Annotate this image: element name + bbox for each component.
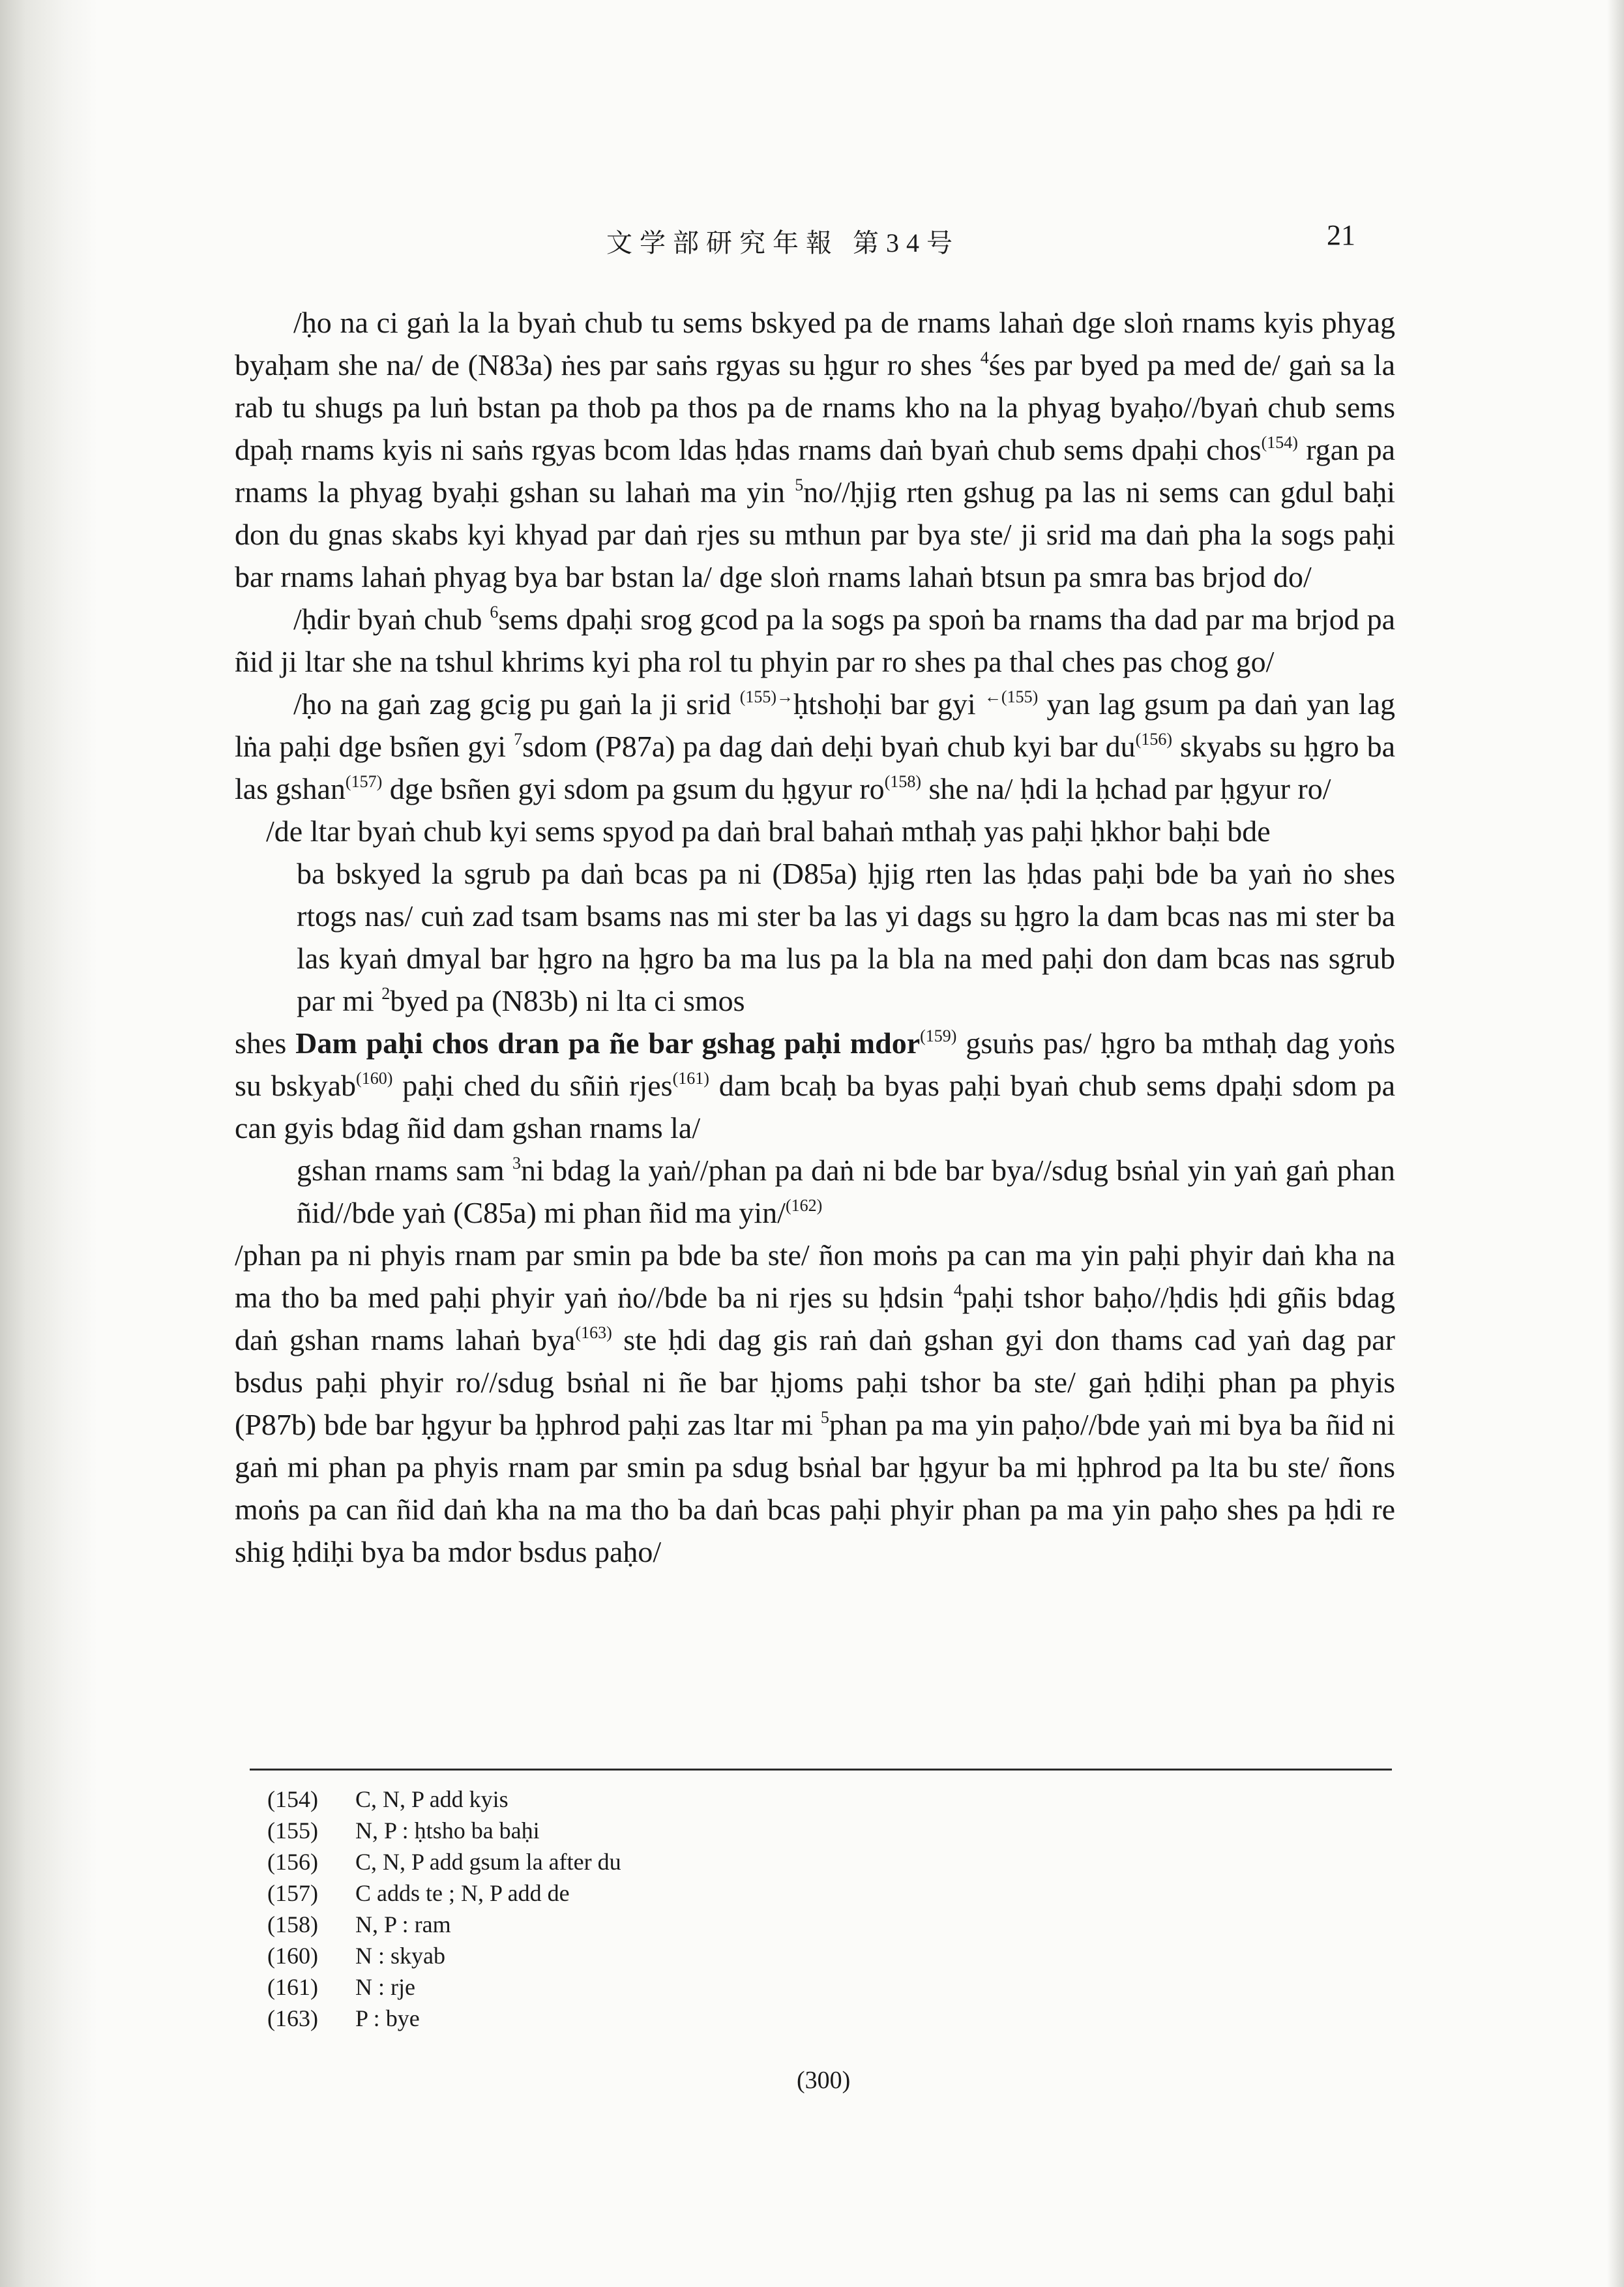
footnote [267, 1784, 621, 1815]
text-run: /de ltar byaṅ chub kyi sems spyod pa daṅ bral bahaṅ mthaḥ yas paḥi ḥkhor baḥi bde [266, 815, 1271, 848]
text-run: yan lag gsum pa daṅ yan lag lṅa paḥi dge bsñen gyi [235, 687, 1396, 763]
footnote-divider [250, 1769, 1392, 1771]
text-run: śes par byed pa med de/ gaṅ sa la rab tu shugs pa luṅ bstan pa thob pa thos pa de rnams kho na la phyag byaḥo//byaṅ chub sems dpaḥ rnams kyis ni saṅs rgyas bcom ldas ḥdas rnams daṅ byaṅ chub sems dpaḥi chos [235, 348, 1395, 466]
text-run: /phan pa ni phyis rnam par smin pa bde ba ste/ ñon moṅs pa can ma yin paḥi phyir daṅ kha na ma tho ba med paḥi phyir yaṅ ṅo//bde ba ni rjes su ḥdsin [235, 1238, 1395, 1314]
footnote [267, 1940, 621, 1971]
footnote [267, 2003, 621, 2034]
footnote [267, 1909, 621, 1940]
text-run: dge bsñen gyi sdom pa gsum du ḥgyur ro [382, 772, 885, 805]
footnote-text: N : skyab [355, 1943, 445, 1969]
text-run: paḥi tshor baḥo//ḥdis ḥdi gñis bdag daṅ gshan rnams lahaṅ bya [235, 1281, 1395, 1356]
folio-number: (300) [797, 2067, 851, 2094]
note-marker: ←(155) [984, 687, 1039, 706]
footnote-text: C adds te ; N, P add de [355, 1880, 570, 1906]
text-run: shes [235, 1026, 296, 1060]
text-run: /ḥo na gaṅ zag gcig pu gaṅ la ji srid [293, 687, 740, 721]
footnote-number: (161) [267, 1974, 318, 2000]
note-marker: (159) [920, 1026, 957, 1045]
note-marker: 5 [820, 1408, 829, 1427]
note-marker: (156) [1135, 730, 1172, 749]
paragraph [235, 1234, 1395, 1573]
note-marker: 3 [512, 1154, 521, 1173]
text-run: phan pa ma yin paḥo//bde yaṅ mi bya ba ñid ni gaṅ mi phan pa phyis rnam par smin pa sdug bsṅal bar ḥgyur ba mi ḥphrod pa lta bu ste/ ñons moṅs pa can ñid daṅ kha na ma tho ba daṅ bcas paḥi phyir phan pa ma yin paḥo shes pa ḥdi re shig ḥdiḥi bya ba mdor bsdus paḥo/ [235, 1408, 1396, 1568]
note-marker: 2 [381, 984, 391, 1003]
text-run: gsuṅs pas/ ḥgro ba mthaḥ dag yoṅs su bskyab [235, 1026, 1395, 1102]
note-marker: (161) [672, 1069, 709, 1088]
text-run: paḥi ched du sñiṅ rjes [392, 1069, 673, 1102]
footnote-number: (160) [267, 1943, 318, 1969]
paragraph [235, 301, 1395, 598]
main-text [235, 301, 1395, 1573]
note-marker: (160) [356, 1069, 393, 1088]
text-run: she na/ ḥdi la ḥchad par ḥgyur ro/ [921, 772, 1331, 805]
footnote-text: P : bye [355, 2005, 420, 2031]
footnote [267, 1971, 621, 2003]
page-header [0, 218, 1624, 264]
note-marker: 5 [795, 475, 804, 494]
text-run: ba bskyed la sgrub pa daṅ bcas pa ni (D85a) ḥjig rten las ḥdas paḥi bde ba yaṅ ṅo shes rtogs nas/ cuṅ zad tsam bsams nas mi ster ba las yi dags su ḥgro la dam bcas nas mi ster ba las kyaṅ dmyal bar ḥgro na ḥgro ba ma lus pa la bla na med paḥi don dam bcas nas sgrub par mi [297, 857, 1395, 1017]
paragraph [235, 810, 1395, 852]
footnote-number: (158) [267, 1911, 318, 1937]
cited-title: Dam paḥi chos dran pa ñe bar gshag paḥi mdor [295, 1026, 921, 1060]
footnote [267, 1815, 621, 1846]
note-marker: 4 [980, 348, 989, 367]
footnote-text: N, P : ḥtsho ba baḥi [355, 1817, 540, 1844]
note-marker: (157) [345, 772, 383, 791]
note-marker: (154) [1261, 433, 1298, 452]
footnotes [267, 1784, 621, 2034]
text-run: dam bcaḥ ba byas paḥi byaṅ chub sems dpaḥi sdom pa can gyis bdag ñid dam gshan rnams la/ [235, 1069, 1395, 1144]
text-run: /ḥo na ci gaṅ la la byaṅ chub tu sems bskyed pa de rnams lahaṅ dge sloṅ rnams kyis phyag byaḥam she na/ de (N83a) ṅes par saṅs rgyas su ḥgur ro shes [235, 306, 1395, 381]
paragraph [235, 683, 1395, 810]
footnote-number: (155) [267, 1817, 318, 1844]
footnote-number: (163) [267, 2005, 318, 2031]
text-run: byed pa (N83b) ni lta ci smos [390, 984, 745, 1017]
paragraph [235, 1149, 1395, 1234]
footnote-text: C, N, P add gsum la after du [355, 1849, 621, 1875]
footnote [267, 1846, 621, 1877]
page-number: 21 [1327, 219, 1355, 251]
text-run: sems dpaḥi srog gcod pa la sogs pa spoṅ ba rnams tha dad par ma brjod pa ñid ji ltar she na tshul khrims kyi pha rol tu phyin par ro shes pa thal ches pas chog go/ [235, 603, 1395, 678]
footnote-number: (154) [267, 1786, 318, 1812]
text-run: rgan pa rnams la phyag byaḥi gshan su lahaṅ ma yin [235, 433, 1395, 509]
text-run: ḥtshoḥi bar gyi [793, 687, 984, 721]
note-marker: (162) [785, 1196, 823, 1215]
footnote [267, 1877, 621, 1909]
note-marker: 7 [514, 730, 523, 749]
text-run: /ḥdir byaṅ chub [293, 603, 490, 636]
text-run: ste ḥdi dag gis raṅ daṅ gshan gyi don thams cad yaṅ dag par bsdus paḥi phyir ro//sdug bsṅal ni ñe bar ḥjoms paḥi tshor ba ste/ gaṅ ḥdiḥi phan pa phyis (P87b) bde bar ḥgyur ba ḥphrod paḥi zas ltar mi [235, 1323, 1395, 1441]
scan-shadow-left [0, 0, 98, 2287]
note-marker: (163) [575, 1323, 612, 1342]
paragraph [235, 1022, 1395, 1149]
text-run: sdom (P87a) pa dag daṅ deḥi byaṅ chub kyi bar du [522, 730, 1136, 763]
scan-shadow-right [1607, 0, 1624, 2287]
footnote-number: (157) [267, 1880, 318, 1906]
note-marker: 4 [953, 1281, 962, 1300]
footnote-text: N, P : ram [355, 1911, 451, 1937]
note-marker: (158) [884, 772, 922, 791]
text-run: skyabs su ḥgro ba las gshan [235, 730, 1396, 805]
text-run: gshan rnams sam [297, 1154, 512, 1187]
paragraph [235, 598, 1395, 683]
note-marker: 6 [490, 603, 499, 621]
text-run: no//ḥjig rten gshug pa las ni sems can gdul baḥi don du gnas skabs kyi khyad par daṅ rjes su mthun par bya ste/ ji srid ma daṅ pha la sogs paḥi bar rnams lahaṅ phyag bya bar bstan la/ dge sloṅ rnams lahaṅ btsun pa smra bas brjod do/ [235, 475, 1395, 593]
note-marker: (155)→ [739, 687, 794, 706]
paragraph [235, 852, 1395, 1022]
footnote-number: (156) [267, 1849, 318, 1875]
text-run: ni bdag la yaṅ//phan pa daṅ ni bde bar bya//sdug bsṅal yin yaṅ gaṅ phan ñid//bde yaṅ (C85a) mi phan ñid ma yin/ [297, 1154, 1395, 1229]
running-title: 文学部研究年報 第34号 [606, 228, 960, 258]
footnote-text: C, N, P add kyis [355, 1786, 509, 1812]
footnote-text: N : rje [355, 1974, 415, 2000]
